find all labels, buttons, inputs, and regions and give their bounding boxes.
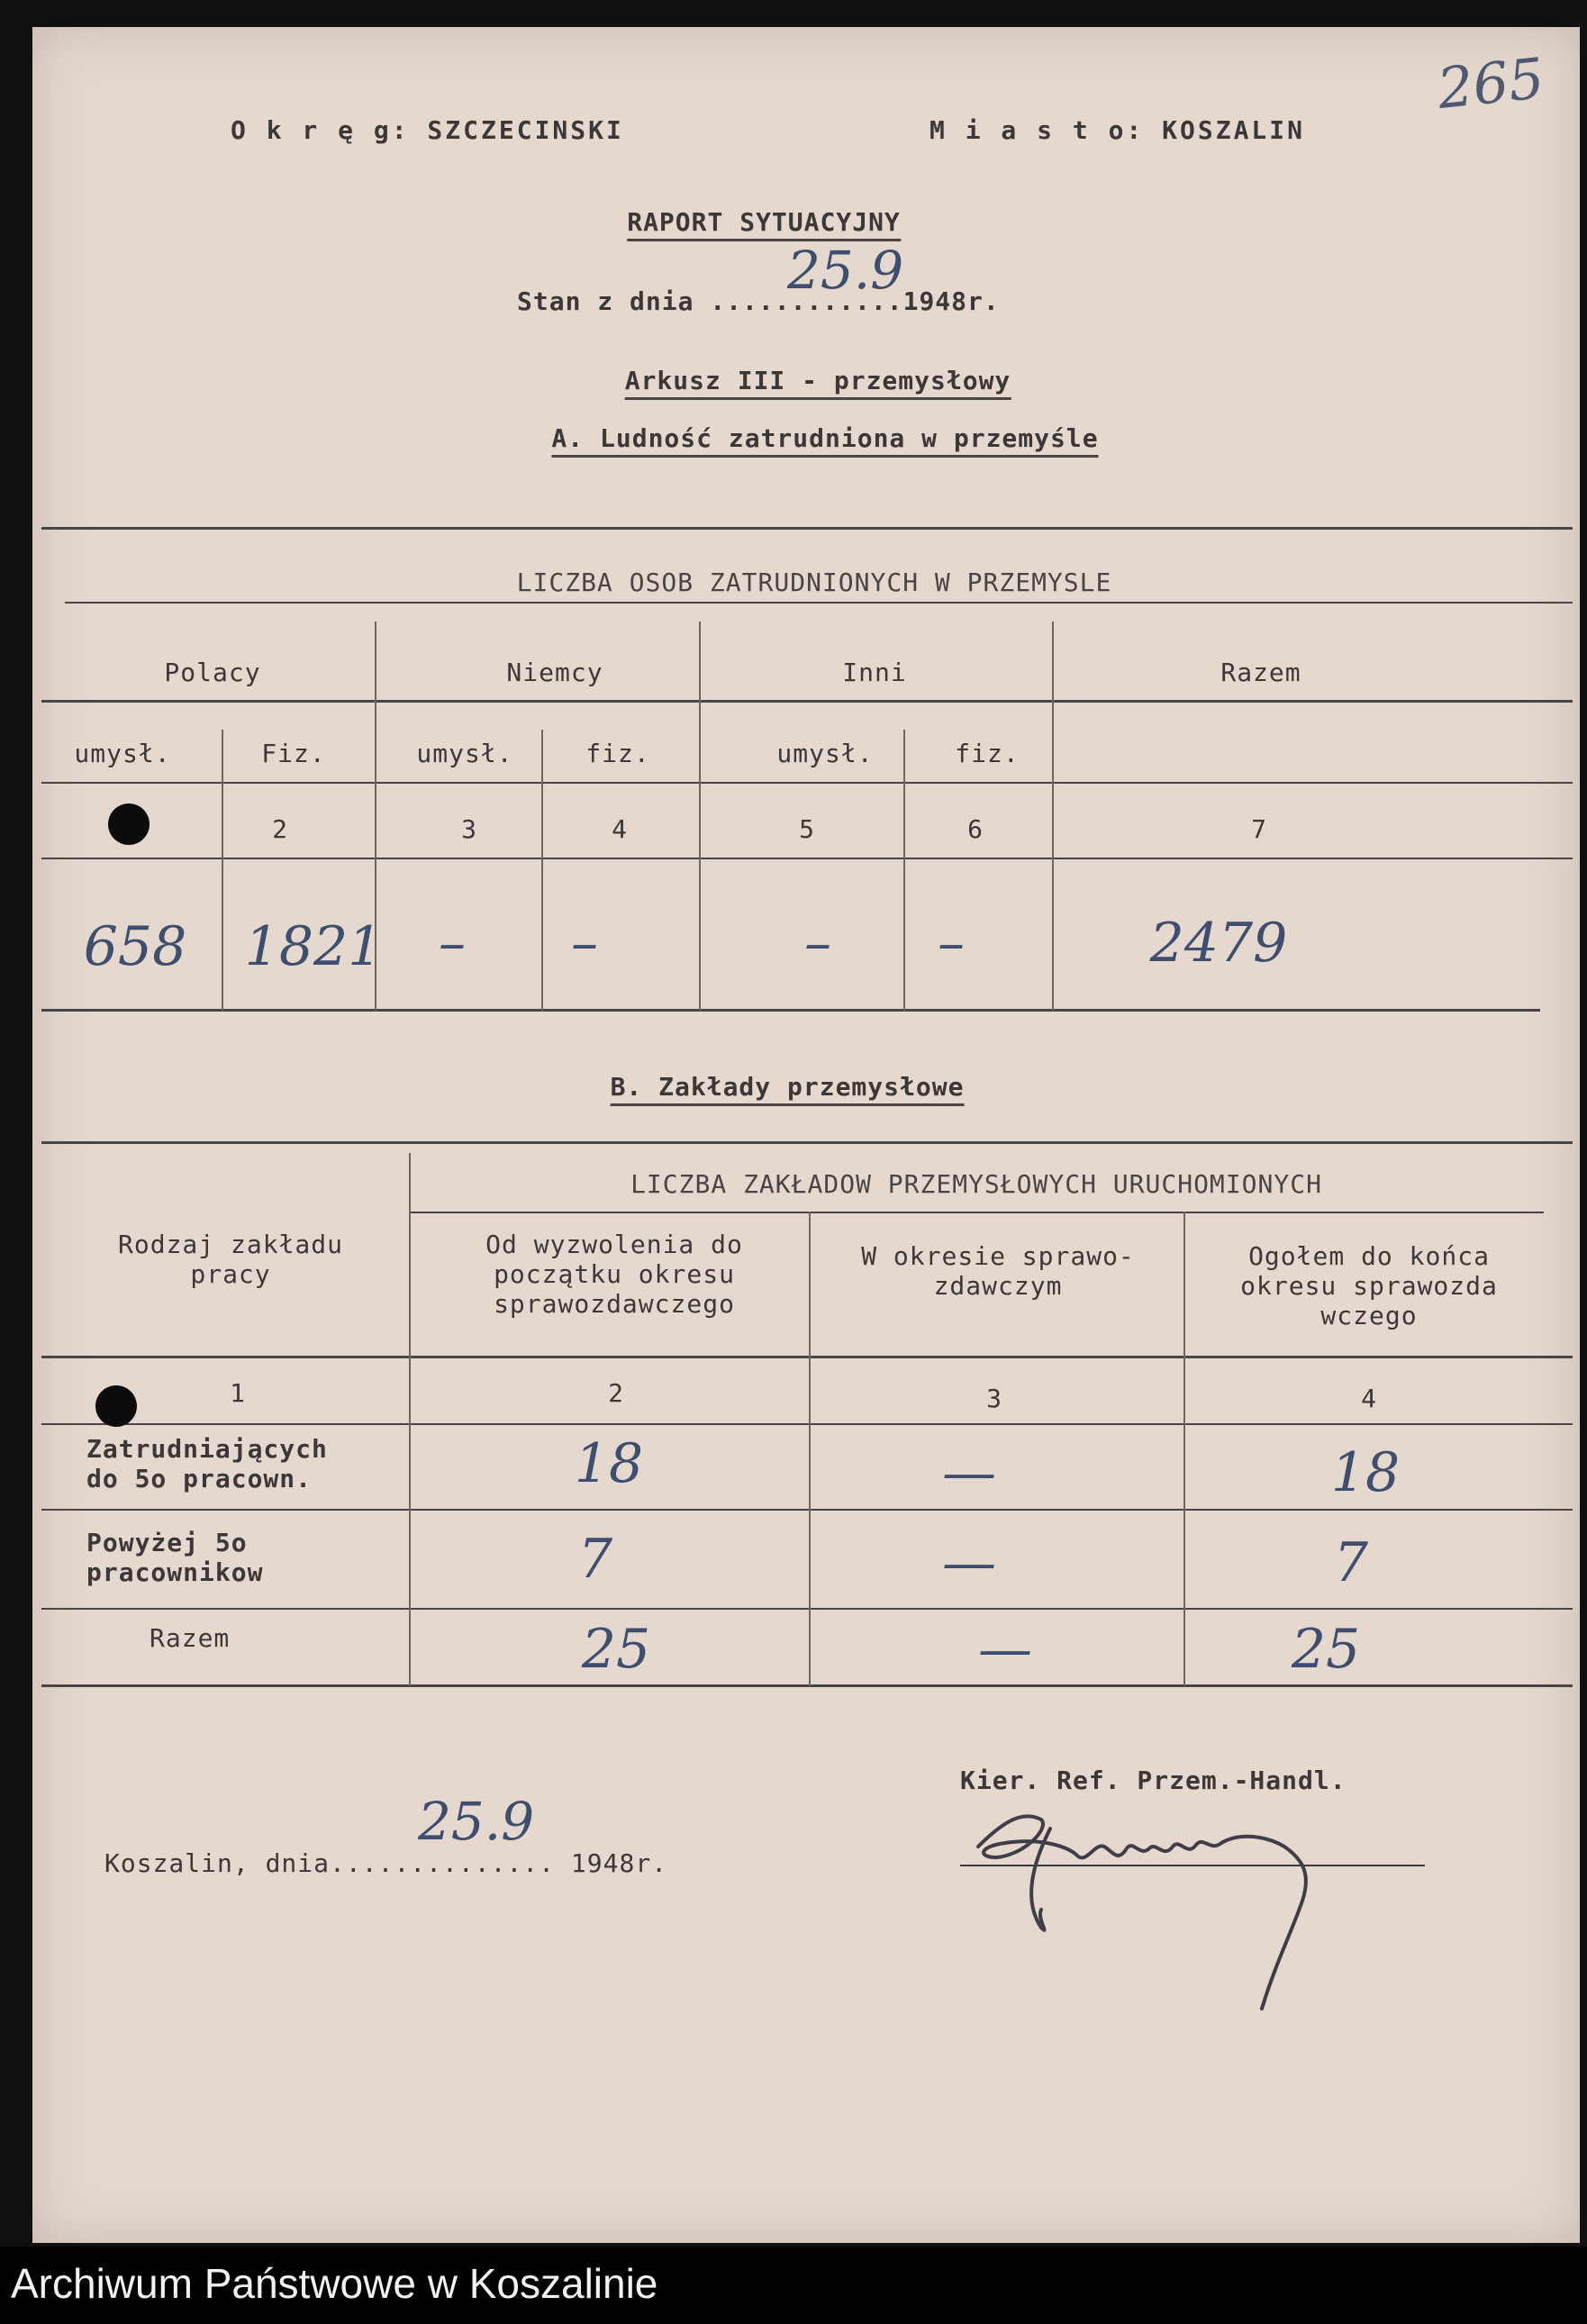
row-label-over-50: Powyżej 5o pracownikow <box>86 1528 264 1587</box>
col-number-5: 5 <box>799 814 815 844</box>
row2-since-liberation: 7 <box>577 1528 613 1591</box>
punch-hole-top <box>108 803 150 845</box>
district-label: O k r ę g: SZCZECINSKI <box>231 115 624 145</box>
subheader-1: umysł. <box>74 739 171 768</box>
section-b-title: B. Zakłady przemysłowe <box>611 1072 965 1106</box>
state-dots: ............ <box>710 286 903 316</box>
col-number-7: 7 <box>1251 814 1267 844</box>
group-razem: Razem <box>1220 658 1301 687</box>
row3-in-period: — <box>978 1618 1032 1681</box>
archive-page-number: 265 <box>1434 45 1547 122</box>
value-polacy-umysl: 658 <box>83 915 187 978</box>
row-label-up-to-50: Zatrudniających do 5o pracown. <box>86 1434 328 1493</box>
row2-total: 7 <box>1333 1531 1369 1594</box>
group-polacy: Polacy <box>164 658 261 687</box>
value-niemcy-umysl: – <box>439 912 466 975</box>
place-label: Koszalin, dnia <box>104 1848 331 1878</box>
row2-in-period: — <box>942 1531 996 1594</box>
col-header-type: Rodzaj zakładu pracy <box>117 1230 344 1289</box>
col-header-in-period: W okresie sprawo- zdawczym <box>861 1241 1135 1301</box>
col-number-2: 2 <box>272 814 288 844</box>
subheader-3: umysł. <box>416 739 513 768</box>
sheet-title: Arkusz III - przemysłowy <box>625 366 1011 400</box>
value-niemcy-fiz: – <box>571 912 598 975</box>
archive-name: Archiwum Państwowe w Koszalinie <box>11 2260 658 2307</box>
col-header-since-liberation: Od wyzwolenia do początku okresu sprawozdawczego <box>485 1230 743 1319</box>
date-year: 1948r. <box>570 1848 668 1878</box>
row1-in-period: — <box>942 1441 996 1504</box>
value-inni-umysl: – <box>804 912 831 975</box>
date-dots: .............. <box>330 1848 556 1878</box>
table-a-title: LICZBA OSOB ZATRUDNIONYCH W PRZEMYSLE <box>516 567 1112 597</box>
place-date-line <box>104 1848 667 1878</box>
value-polacy-fiz: 1821 <box>244 915 383 978</box>
subheader-6: fiz. <box>955 739 1020 768</box>
col-header-total: Ogołem do końca okresu sprawozda wczego <box>1240 1241 1498 1330</box>
col-b-number-1: 1 <box>230 1378 246 1408</box>
state-date-handwritten: 25.9 <box>787 240 904 301</box>
col-b-number-4: 4 <box>1361 1384 1377 1413</box>
signed-date-handwritten: 25.9 <box>418 1791 535 1852</box>
subheader-2: Fiz. <box>261 739 326 768</box>
row1-since-liberation: 18 <box>574 1432 644 1495</box>
row3-since-liberation: 25 <box>581 1618 651 1681</box>
report-title: RAPORT SYTUACYJNY <box>627 207 901 241</box>
punch-hole-bottom <box>95 1385 137 1427</box>
table-b-title: LICZBA ZAKŁADOW PRZEMYSŁOWYCH URUCHOMIONYCH <box>630 1169 1322 1199</box>
archive-footer <box>0 2247 1587 2324</box>
col-number-6: 6 <box>967 814 984 844</box>
signature-title: Kier. Ref. Przem.-Handl. <box>960 1766 1347 1795</box>
value-razem: 2479 <box>1149 912 1288 975</box>
group-inni: Inni <box>842 658 907 687</box>
col-number-3: 3 <box>461 814 477 844</box>
handwritten-signature <box>942 1793 1365 2018</box>
group-niemcy: Niemcy <box>506 658 603 687</box>
state-date-line <box>517 286 1000 316</box>
subheader-5: umysł. <box>776 739 874 768</box>
state-prefix: Stan z dnia <box>517 286 711 316</box>
section-a-title: A. Ludność zatrudniona w przemyśle <box>551 423 1098 458</box>
state-year: 1948r. <box>902 286 1000 316</box>
row-label-total: Razem <box>150 1623 231 1653</box>
col-number-4: 4 <box>612 814 628 844</box>
row1-total: 18 <box>1330 1441 1401 1504</box>
col-b-number-2: 2 <box>608 1378 624 1408</box>
subheader-4: fiz. <box>585 739 650 768</box>
row3-total: 25 <box>1291 1618 1361 1681</box>
value-inni-fiz: – <box>938 912 965 975</box>
document-page <box>32 27 1580 2243</box>
col-b-number-3: 3 <box>986 1384 1002 1413</box>
city-label: M i a s t o: KOSZALIN <box>930 115 1306 145</box>
